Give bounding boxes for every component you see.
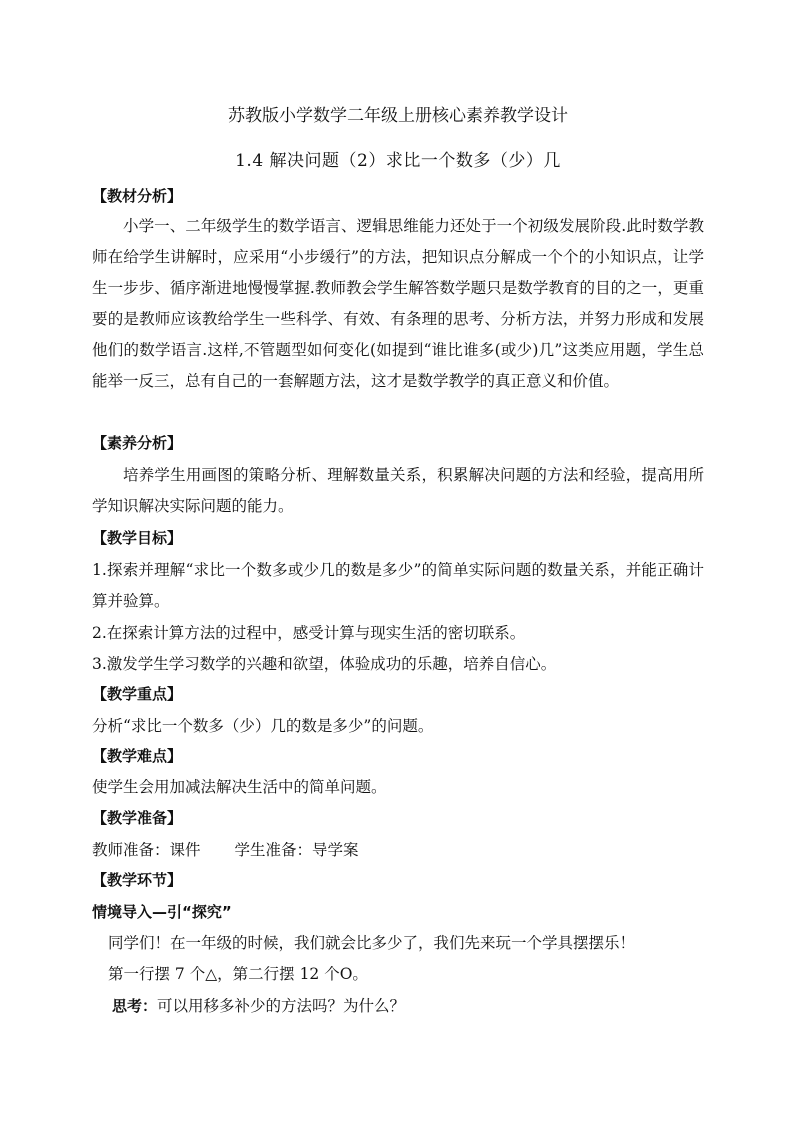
think-question: 可以用移多补少的方法吗？为什么？	[157, 997, 406, 1015]
document-page	[92, 0, 704, 1123]
key-point-text: 分析“求比一个数多（少）几的数是多少”的问题。	[92, 717, 434, 735]
goal-item-2: 2.在探索计算方法的过程中，感受计算与现实生活的密切联系。	[92, 624, 526, 642]
section-heading-literacy: 【素养分析】	[92, 434, 183, 452]
section-heading-process: 【教学环节】	[92, 871, 183, 889]
goal-item-3: 3.激发学生学习数学的兴趣和欲望，体验成功的乐趣，培养自信心。	[92, 655, 557, 673]
prep-line	[92, 840, 704, 860]
prep-teacher: 教师准备：课件	[92, 841, 201, 859]
section-heading-analysis: 【教材分析】	[92, 187, 183, 205]
prep-student: 学生准备：导学案	[234, 841, 359, 859]
lesson-subtitle: 1.4 解决问题（2）求比一个数多（少）几	[235, 151, 561, 171]
section-heading-goals: 【教学目标】	[92, 529, 183, 547]
analysis-paragraph: 小学一、二年级学生的数学语言、逻辑思维能力还处于一个初级发展阶段.此时数学教师在给学生讲解时，应采用“小步缓行”的方法，把知识点分解成一个个的小知识点，让学生一步步、循序渐进地慢慢掌握.教师教会学生解答数学题只是数学教育的目的之一，更重要的是教师应该教给学生一些科学、有效、有条理的思考、分析方法，并努力形成和发展他们的数学语言.这样,不管题型如何变化(如提到“谁比谁多(或少)几”这类应用题，学生总能举一反三，总有自己的一套解题方法，这才是数学教学的真正意义和价值。	[92, 217, 704, 390]
section-heading-key: 【教学重点】	[92, 685, 183, 703]
intro-line-3	[92, 996, 724, 1016]
intro-line-2: 第一行摆 7 个△，第二行摆 12 个O。	[108, 965, 368, 983]
document-title: 苏教版小学数学二年级上册核心素养教学设计	[228, 106, 568, 126]
think-label: 思考：	[112, 997, 158, 1015]
difficulty-text: 使学生会用加减法解决生活中的简单问题。	[92, 778, 387, 796]
section-heading-difficulty: 【教学难点】	[92, 747, 183, 765]
section-heading-prep: 【教学准备】	[92, 809, 183, 827]
literacy-paragraph: 培养学生用画图的策略分析、理解数量关系，积累解决问题的方法和经验，提高用所学知识解决实际问题的能力。	[92, 466, 704, 515]
goal-item-1: 1.探索并理解“求比一个数多或少几的数是多少”的简单实际问题的数量关系，并能正确计算并验算。	[92, 561, 704, 610]
intro-heading: 情境导入—引“探究”	[92, 903, 232, 921]
intro-line-1: 同学们！在一年级的时候，我们就会比多少了，我们先来玩一个学具摆摆乐！	[108, 934, 636, 952]
